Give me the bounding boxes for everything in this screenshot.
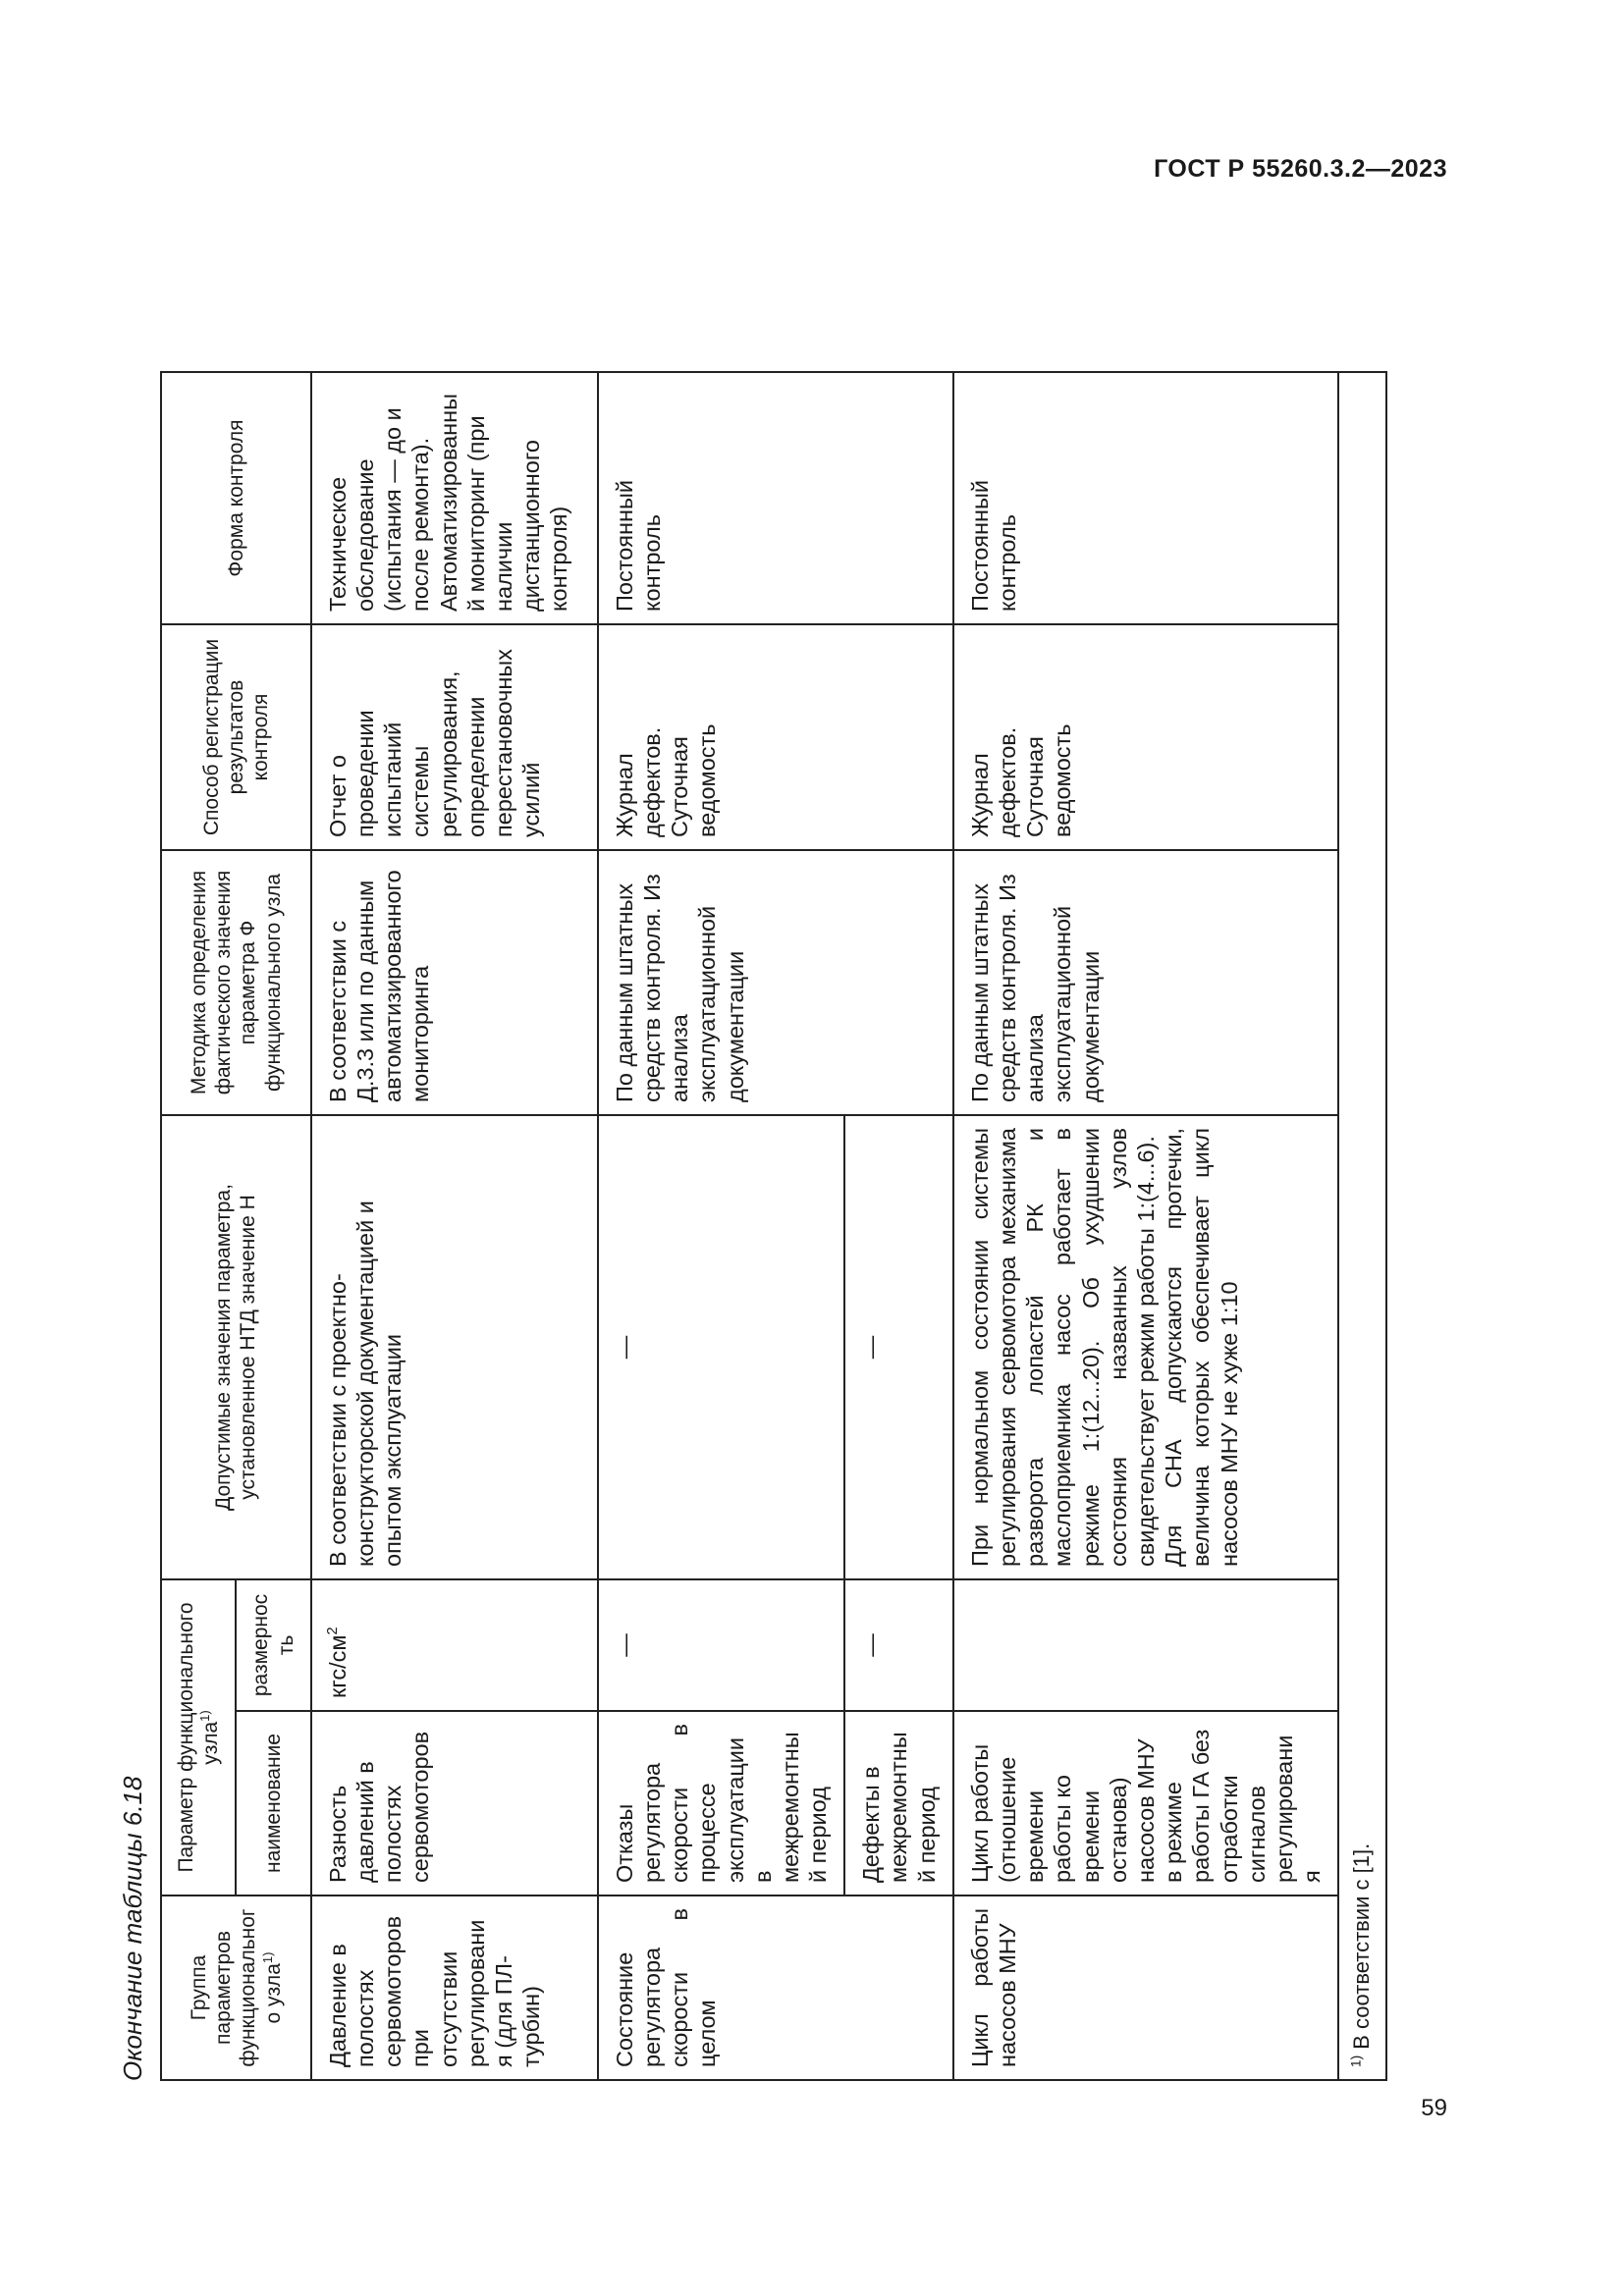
footnote: $^{1)}$ В соответствии с [1]. [1338, 372, 1385, 2080]
table-row [598, 225, 845, 2080]
col-group-header: Группа параметров функционального узла$^{1)}$ [161, 1896, 311, 2080]
col-name-header: наименование [236, 1711, 310, 1896]
col-method-header: Методика определения фактического значения параметра Ф функционального узла [161, 850, 311, 1115]
page-number: 59 [1421, 2095, 1447, 2121]
r2-allowed-b: — [844, 1115, 953, 1579]
rotated-table-block [113, 226, 1375, 2081]
r3-method: По данным штатных средств контроля. Из анализа эксплуатационной документации [953, 850, 1338, 1115]
r1-method: В соответствии с Д.3.3 или по данным автоматизированного мониторинга [311, 850, 598, 1115]
r1-unit: кгс/$см^2$ [311, 1579, 598, 1711]
r2-form: Постоянный контроль [598, 372, 953, 624]
r2-unit-b: — [844, 1579, 953, 1711]
r3-allowed-part-1: При нормальном состоянии системы регулирования сервомотора механизма разворота лопастей РК и маслоприемника насос работает в режиме 1:(12...20). Об ухудшении состояния названных узлов свидетельствует режим работы 1:(4...6). [966, 1128, 1159, 1567]
table-row [311, 225, 598, 2080]
col-registration-header: Способ регистрации результатов контроля [161, 624, 311, 850]
r1-form: Техническое обследование (испытания — до и после ремонта). Автоматизированный мониторинг (при наличии дистанционного контроля) [311, 372, 598, 624]
r1-group: Давление в полостях сервомоторов при отсутствии регулирования (для ПЛ-турбин) [311, 1896, 598, 2080]
r2-name-b: Дефекты в межремонтный период [844, 1711, 953, 1896]
r3-registration: Журнал дефектов. Суточная ведомость [953, 624, 1338, 850]
r3-allowed-part-2: Для СНА допускаются протечки, величина которых обеспечивает цикл насосов МНУ не хуже 1:10 [1161, 1128, 1242, 1567]
r2-registration: Журнал дефектов. Суточная ведомость [598, 624, 953, 850]
control-table [160, 225, 1387, 2081]
r1-name: Разность давлений в полостях сервомоторов [311, 1711, 598, 1896]
document-header: ГОСТ Р 55260.3.2—2023 [1154, 155, 1447, 183]
r2-name-a: Отказы регулятора скорости в процессе эксплуатации в межремонтный период [598, 1711, 845, 1896]
r3-group: Цикл работы насосов МНУ [953, 1896, 1338, 2080]
table-row [953, 225, 1338, 2080]
r1-registration: Отчет о проведении испытаний системы регулирования, определении перестановочных усилий [311, 624, 598, 850]
col-form-header: Форма контроля [161, 372, 311, 624]
r3-form: Постоянный контроль [953, 372, 1338, 624]
r2-group: Состояние регулятора скорости в целом [598, 1896, 953, 2080]
r1-allowed: В соответствии с проектно-конструкторской документацией и опытом эксплуатации [311, 1115, 598, 1579]
r3-name: Цикл работы (отношение времени работы ко времени останова) насосов МНУ в режиме работы ГА без отработки сигналов регулирования [953, 1711, 1338, 1896]
footnote-row [1338, 225, 1385, 2080]
header-row-1 [161, 225, 236, 2080]
empty-margin-cell [161, 225, 311, 372]
r3-unit [953, 1579, 1338, 1711]
table-caption: Окончание таблицы 6.18 [118, 1776, 147, 2081]
r3-allowed [953, 1115, 1338, 1579]
col-unit-header: размерность [236, 1579, 310, 1711]
r2-unit-a: — [598, 1579, 845, 1711]
r2-method: По данным штатных средств контроля. Из анализа эксплуатационной документации [598, 850, 953, 1115]
col-allowed-header: Допустимые значения параметра, установленное НТД значение Н [161, 1115, 311, 1579]
r2-allowed-a: — [598, 1115, 845, 1579]
col-param-header: Параметр функционального узла$^{1)}$ [161, 1579, 236, 1896]
